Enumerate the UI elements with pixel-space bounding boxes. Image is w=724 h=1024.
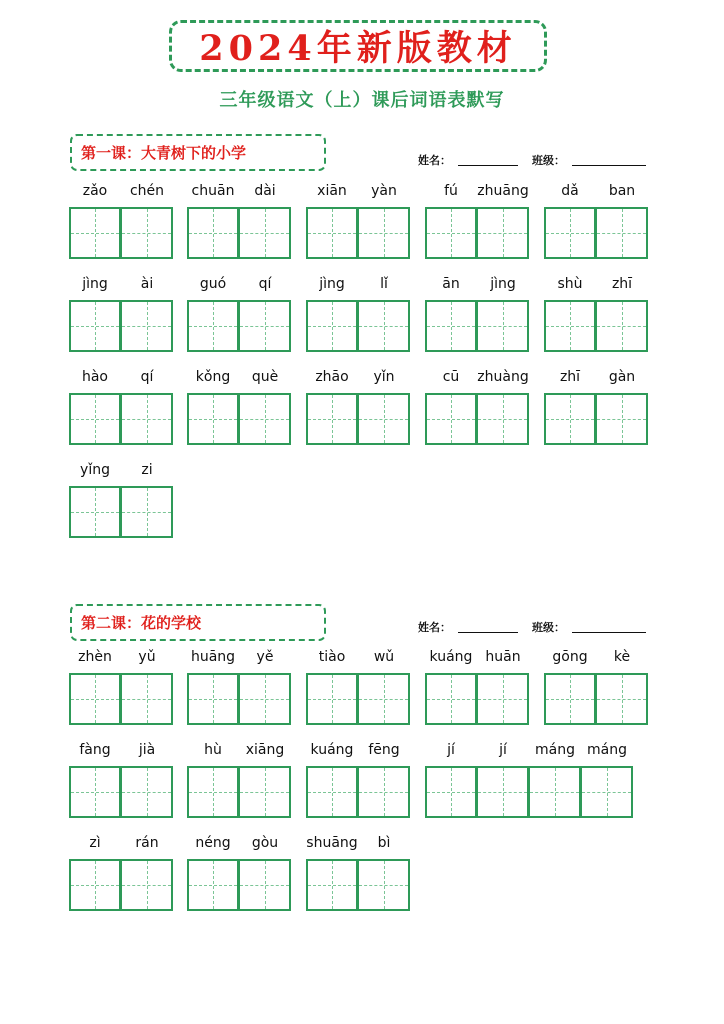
pinyin-syllable: shuāng — [306, 835, 358, 851]
writing-boxes — [187, 766, 291, 818]
writing-boxes — [425, 300, 529, 352]
pinyin-syllable: zhāo — [315, 369, 349, 385]
title-banner — [169, 20, 547, 72]
tianzige-cell[interactable] — [358, 859, 410, 911]
tianzige-cell[interactable] — [544, 393, 596, 445]
tianzige-cell[interactable] — [69, 486, 121, 538]
lesson-2-title: 第二课：花的学校 — [70, 604, 326, 641]
pinyin-syllable: yǐng — [80, 462, 110, 478]
pinyin-syllable: kè — [613, 649, 631, 665]
tianzige-cell[interactable] — [596, 393, 648, 445]
tianzige-cell[interactable] — [121, 859, 173, 911]
tianzige-cell[interactable] — [358, 393, 410, 445]
tianzige-cell[interactable] — [239, 393, 291, 445]
tianzige-cell[interactable] — [306, 207, 358, 259]
writing-boxes — [69, 300, 173, 352]
pinyin-syllable: dài — [254, 183, 276, 199]
tianzige-cell[interactable] — [187, 393, 239, 445]
tianzige-cell[interactable] — [121, 766, 173, 818]
tianzige-cell[interactable] — [425, 766, 477, 818]
tianzige-cell[interactable] — [306, 673, 358, 725]
pinyin-syllable: zhī — [559, 369, 581, 385]
tianzige-cell[interactable] — [69, 300, 121, 352]
lesson-1-name-label: 姓名： — [418, 154, 451, 167]
tianzige-cell[interactable] — [239, 207, 291, 259]
writing-boxes — [187, 673, 291, 725]
pinyin-syllable: yě — [256, 649, 274, 665]
writing-boxes — [306, 300, 410, 352]
tianzige-cell[interactable] — [121, 207, 173, 259]
pinyin-syllable: fàng — [79, 742, 111, 758]
pinyin-syllable: fú — [444, 183, 458, 199]
pinyin-syllable: kuáng — [429, 649, 473, 665]
writing-boxes — [425, 673, 529, 725]
writing-boxes — [69, 207, 173, 259]
tianzige-cell[interactable] — [425, 207, 477, 259]
pinyin-syllable: zì — [89, 835, 101, 851]
tianzige-cell[interactable] — [187, 300, 239, 352]
tianzige-cell[interactable] — [358, 673, 410, 725]
pinyin-syllable: ān — [442, 276, 460, 292]
tianzige-cell[interactable] — [69, 766, 121, 818]
writing-boxes — [69, 859, 173, 911]
pinyin-syllable: zhèn — [78, 649, 112, 665]
tianzige-cell[interactable] — [544, 300, 596, 352]
pinyin-syllable: máng — [587, 742, 627, 758]
pinyin-syllable: ban — [608, 183, 636, 199]
writing-boxes — [544, 673, 648, 725]
pinyin-syllable: ài — [140, 276, 154, 292]
tianzige-cell[interactable] — [477, 207, 529, 259]
tianzige-cell[interactable] — [306, 766, 358, 818]
tianzige-cell[interactable] — [306, 393, 358, 445]
tianzige-cell[interactable] — [596, 673, 648, 725]
tianzige-cell[interactable] — [581, 766, 633, 818]
writing-boxes — [306, 393, 410, 445]
pinyin-syllable: guó — [199, 276, 227, 292]
pinyin-syllable: zhuāng — [477, 183, 529, 199]
tianzige-cell[interactable] — [425, 393, 477, 445]
pinyin-syllable: zhī — [611, 276, 633, 292]
lesson-1-class-line[interactable] — [572, 165, 646, 166]
tianzige-cell[interactable] — [187, 766, 239, 818]
tianzige-cell[interactable] — [121, 673, 173, 725]
tianzige-cell[interactable] — [425, 673, 477, 725]
lesson-2-name-line[interactable] — [458, 632, 518, 633]
tianzige-cell[interactable] — [544, 673, 596, 725]
pinyin-syllable: què — [251, 369, 279, 385]
tianzige-cell[interactable] — [544, 207, 596, 259]
page-subtitle: 三年级语文（上）课后词语表默写 — [219, 90, 505, 111]
pinyin-syllable: zǎo — [82, 183, 108, 199]
pinyin-syllable: tiào — [318, 649, 346, 665]
pinyin-syllable: cū — [442, 369, 460, 385]
pinyin-syllable: hào — [81, 369, 109, 385]
tianzige-cell[interactable] — [121, 300, 173, 352]
pinyin-syllable: chuān — [191, 183, 235, 199]
tianzige-cell[interactable] — [187, 859, 239, 911]
tianzige-cell[interactable] — [358, 766, 410, 818]
tianzige-cell[interactable] — [306, 859, 358, 911]
tianzige-cell[interactable] — [69, 393, 121, 445]
pinyin-syllable: yǐn — [373, 369, 395, 385]
tianzige-cell[interactable] — [596, 300, 648, 352]
lesson-1-name-line[interactable] — [458, 165, 518, 166]
lesson-2-name-label: 姓名： — [418, 621, 451, 634]
pinyin-syllable: jìng — [82, 276, 108, 292]
pinyin-syllable: chén — [129, 183, 165, 199]
pinyin-syllable: kǒng — [195, 369, 231, 385]
tianzige-cell[interactable] — [477, 393, 529, 445]
pinyin-syllable: rán — [135, 835, 159, 851]
tianzige-cell[interactable] — [358, 207, 410, 259]
pinyin-syllable: jìng — [490, 276, 516, 292]
writing-boxes — [544, 300, 648, 352]
pinyin-syllable: xiāng — [245, 742, 285, 758]
pinyin-syllable: máng — [535, 742, 575, 758]
pinyin-syllable: yǔ — [138, 649, 156, 665]
pinyin-syllable: zi — [141, 462, 153, 478]
writing-boxes — [544, 393, 648, 445]
writing-boxes — [425, 393, 529, 445]
pinyin-syllable: lǐ — [380, 276, 388, 292]
tianzige-cell[interactable] — [239, 859, 291, 911]
pinyin-syllable: jìng — [319, 276, 345, 292]
pinyin-syllable: bì — [377, 835, 391, 851]
pinyin-syllable: fēng — [368, 742, 400, 758]
pinyin-syllable: xiān — [317, 183, 347, 199]
writing-boxes — [187, 859, 291, 911]
pinyin-syllable: jí — [447, 742, 455, 758]
tianzige-cell[interactable] — [69, 207, 121, 259]
pinyin-syllable: wǔ — [373, 649, 395, 665]
pinyin-syllable: huāng — [190, 649, 236, 665]
writing-boxes — [69, 393, 173, 445]
tianzige-cell[interactable] — [121, 393, 173, 445]
tianzige-cell[interactable] — [69, 673, 121, 725]
writing-boxes — [306, 859, 410, 911]
writing-boxes — [425, 207, 529, 259]
lesson-1-title: 第一课：大青树下的小学 — [70, 134, 326, 171]
tianzige-cell[interactable] — [187, 207, 239, 259]
tianzige-cell[interactable] — [187, 673, 239, 725]
tianzige-cell[interactable] — [529, 766, 581, 818]
lesson-2-class-line[interactable] — [572, 632, 646, 633]
tianzige-cell[interactable] — [425, 300, 477, 352]
tianzige-cell[interactable] — [239, 766, 291, 818]
pinyin-syllable: qí — [258, 276, 272, 292]
lesson-2-class-label: 班级： — [532, 621, 565, 634]
writing-boxes — [306, 207, 410, 259]
lesson-1-class-label: 班级： — [532, 154, 565, 167]
pinyin-syllable: néng — [195, 835, 231, 851]
page-title: 2024年新版教材 — [199, 28, 517, 69]
pinyin-syllable: kuáng — [310, 742, 354, 758]
tianzige-cell[interactable] — [477, 300, 529, 352]
tianzige-cell[interactable] — [239, 673, 291, 725]
pinyin-syllable: jià — [138, 742, 156, 758]
pinyin-syllable: qí — [140, 369, 154, 385]
pinyin-syllable: dǎ — [561, 183, 579, 199]
pinyin-syllable: hù — [204, 742, 222, 758]
writing-boxes — [306, 766, 410, 818]
writing-boxes — [69, 673, 173, 725]
tianzige-cell[interactable] — [596, 207, 648, 259]
writing-boxes — [69, 486, 173, 538]
tianzige-cell[interactable] — [306, 300, 358, 352]
pinyin-syllable: yàn — [371, 183, 397, 199]
tianzige-cell[interactable] — [239, 300, 291, 352]
tianzige-cell[interactable] — [477, 766, 529, 818]
pinyin-syllable: huān — [485, 649, 521, 665]
tianzige-cell[interactable] — [358, 300, 410, 352]
tianzige-cell[interactable] — [121, 486, 173, 538]
pinyin-syllable: gōng — [552, 649, 588, 665]
tianzige-cell[interactable] — [477, 673, 529, 725]
writing-boxes — [187, 393, 291, 445]
writing-boxes — [187, 207, 291, 259]
writing-boxes — [544, 207, 648, 259]
writing-boxes — [425, 766, 633, 818]
pinyin-syllable: gàn — [608, 369, 636, 385]
writing-boxes — [69, 766, 173, 818]
tianzige-cell[interactable] — [69, 859, 121, 911]
writing-boxes — [306, 673, 410, 725]
writing-boxes — [187, 300, 291, 352]
pinyin-syllable: gòu — [251, 835, 279, 851]
pinyin-syllable: jí — [499, 742, 507, 758]
pinyin-syllable: shù — [557, 276, 583, 292]
pinyin-syllable: zhuàng — [477, 369, 529, 385]
